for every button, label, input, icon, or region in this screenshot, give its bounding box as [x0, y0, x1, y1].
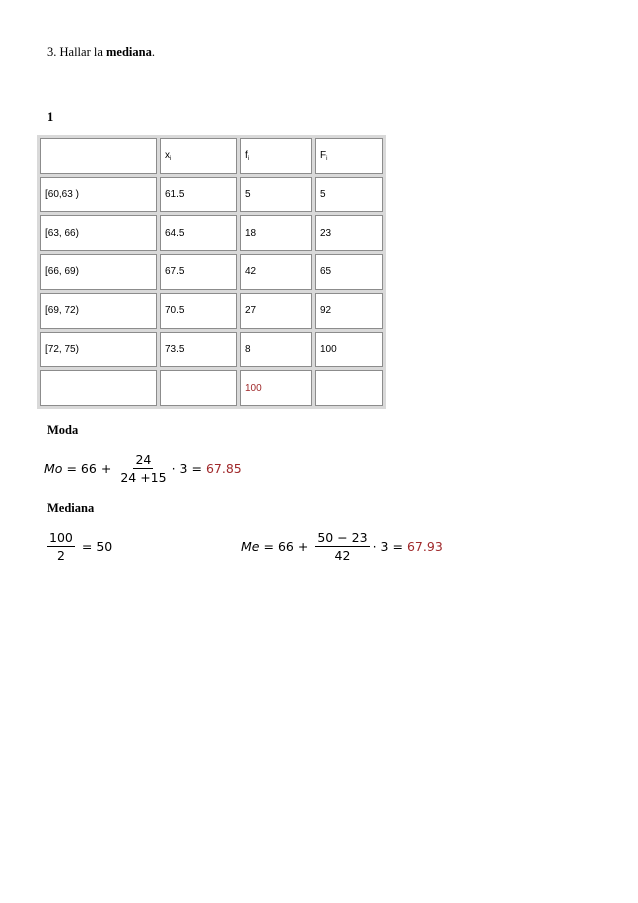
empty-cell [40, 370, 157, 406]
median-position-fraction: $\frac{100}{2}$ [49, 530, 73, 563]
fi-cell: 27 [240, 293, 312, 329]
header-cell-empty [40, 138, 157, 174]
header-cell-fi: $f_i$ [240, 138, 312, 174]
table-row [40, 177, 383, 213]
table-row [40, 254, 383, 290]
Fi-cell: 92 [315, 293, 383, 329]
xi-cell: 70.5 [160, 293, 237, 329]
fi-cell: 8 [240, 332, 312, 368]
xi-cell: 64.5 [160, 215, 237, 251]
interval-cell: [60,63 ) [40, 177, 157, 213]
Fi-cell: 5 [315, 177, 383, 213]
mediana-formula: Me = 66 + $\frac{50 - 23}{42}$ · 3 = 67.93 [241, 530, 443, 563]
table-row [40, 332, 383, 368]
Fi-cell: 65 [315, 254, 383, 290]
section-number: 1 [47, 110, 54, 124]
table-row [40, 293, 383, 329]
interval-cell: [66, 69) [40, 254, 157, 290]
interval-cell: [63, 66) [40, 215, 157, 251]
Fi-cell: 100 [315, 332, 383, 368]
frequency-table [37, 135, 386, 409]
interval-cell: [72, 75) [40, 332, 157, 368]
header-cell-Fi: $F_i$ [315, 138, 383, 174]
moda-formula: Mo = 66 + $\frac{24}{24 +15}$ · 3 = 67.85 [44, 452, 242, 485]
moda-lhs: Mo [44, 461, 63, 476]
table-header-row [40, 138, 383, 174]
moda-label: Moda [47, 423, 79, 437]
fi-cell: 18 [240, 215, 312, 251]
mediana-lhs: Me [241, 539, 260, 554]
empty-cell [315, 370, 383, 406]
xi-cell: 61.5 [160, 177, 237, 213]
exercise-heading: 3. Hallar la mediana. [47, 45, 155, 59]
mediana-fraction: $\frac{50 - 23}{42}$ [317, 530, 368, 563]
mediana-result: 67.93 [406, 539, 443, 554]
moda-fraction: $\frac{24}{24 +15}$ [120, 452, 167, 485]
Fi-cell: 23 [315, 215, 383, 251]
interval-cell: [69, 72) [40, 293, 157, 329]
median-position-formula: $\frac{100}{2}$ = 50 [49, 530, 113, 563]
fi-cell: 5 [240, 177, 312, 213]
empty-cell [160, 370, 237, 406]
xi-cell: 67.5 [160, 254, 237, 290]
header-cell-xi: $x_i$ [160, 138, 237, 174]
fi-cell: 42 [240, 254, 312, 290]
table-total-row [40, 370, 383, 406]
mediana-label: Mediana [47, 501, 95, 515]
total-cell: 100 [240, 370, 312, 406]
xi-cell: 73.5 [160, 332, 237, 368]
table-row [40, 215, 383, 251]
moda-result: 67.85 [205, 461, 242, 476]
